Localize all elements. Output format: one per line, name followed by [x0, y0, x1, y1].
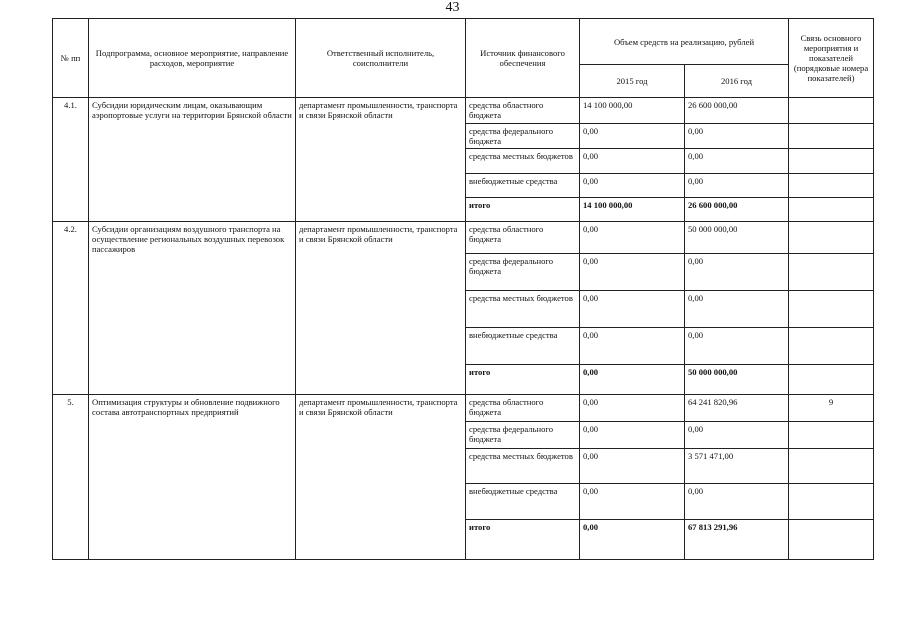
amount-2015: 0,00: [580, 222, 685, 254]
funding-source: средства федерального бюджета: [466, 124, 580, 149]
funding-source: средства областного бюджета: [466, 395, 580, 422]
item-number: 5.: [53, 395, 89, 560]
amount-2015: 0,00: [580, 422, 685, 449]
header-source: Источник финансового обеспечения: [466, 19, 580, 98]
funding-source: внебюджетные средства: [466, 328, 580, 365]
indicator-link-empty: [789, 149, 874, 174]
item-executor: департамент промышленности, транспорта и связи Брянской области: [296, 222, 466, 395]
indicator-link: [789, 98, 874, 124]
amount-2016: 0,00: [685, 254, 789, 291]
header-link: Связь основного мероприятия и показателей (порядковые номера показателей): [789, 19, 874, 98]
amount-2016: 0,00: [685, 149, 789, 174]
funding-table: [52, 18, 874, 560]
amount-2015: 0,00: [580, 449, 685, 484]
indicator-link-empty: [789, 254, 874, 291]
indicator-link: [789, 222, 874, 254]
item-number: 4.1.: [53, 98, 89, 222]
item-program: Оптимизация структуры и обновление подвижного состава автотранспортных предприятий: [89, 395, 296, 560]
indicator-link-empty: [789, 449, 874, 484]
amount-2015: 0,00: [580, 520, 685, 560]
amount-2015: 0,00: [580, 149, 685, 174]
indicator-link-empty: [789, 174, 874, 198]
amount-2015: 14 100 000,00: [580, 98, 685, 124]
amount-2015: 0,00: [580, 291, 685, 328]
amount-2016: 0,00: [685, 124, 789, 149]
funding-source: средства федерального бюджета: [466, 254, 580, 291]
amount-2016: 26 600 000,00: [685, 198, 789, 222]
amount-2016: 0,00: [685, 422, 789, 449]
item-executor: департамент промышленности, транспорта и связи Брянской области: [296, 395, 466, 560]
amount-2015: 0,00: [580, 365, 685, 395]
amount-2016: 26 600 000,00: [685, 98, 789, 124]
header-year-2015: 2015 год: [580, 65, 685, 98]
amount-2016: 50 000 000,00: [685, 222, 789, 254]
funding-source: внебюджетные средства: [466, 484, 580, 520]
header-num: № пп: [53, 19, 89, 98]
header-year-2016: 2016 год: [685, 65, 789, 98]
funding-source: средства местных бюджетов: [466, 449, 580, 484]
indicator-link-empty: [789, 422, 874, 449]
funding-source: итого: [466, 198, 580, 222]
indicator-link-empty: [789, 365, 874, 395]
funding-source: средства областного бюджета: [466, 98, 580, 124]
funding-source: итого: [466, 365, 580, 395]
funding-source: средства местных бюджетов: [466, 149, 580, 174]
amount-2015: 0,00: [580, 328, 685, 365]
header-executor: Ответственный исполнитель, соисполнители: [296, 19, 466, 98]
header-program: Подпрограмма, основное мероприятие, направление расходов, мероприятие: [89, 19, 296, 98]
table-row: [53, 395, 874, 422]
amount-2016: 0,00: [685, 484, 789, 520]
amount-2016: 50 000 000,00: [685, 365, 789, 395]
amount-2016: 64 241 820,96: [685, 395, 789, 422]
amount-2015: 0,00: [580, 124, 685, 149]
item-program: Субсидии организациям воздушного транспорта на осуществление региональных воздушных перевозок пассажиров: [89, 222, 296, 395]
header-volume: Объем средств на реализацию, рублей: [580, 19, 789, 65]
amount-2016: 0,00: [685, 174, 789, 198]
table-body: [53, 98, 874, 560]
amount-2016: 3 571 471,00: [685, 449, 789, 484]
indicator-link-empty: [789, 484, 874, 520]
funding-source: средства федерального бюджета: [466, 422, 580, 449]
item-executor: департамент промышленности, транспорта и связи Брянской области: [296, 98, 466, 222]
amount-2015: 0,00: [580, 254, 685, 291]
table-row: [53, 98, 874, 124]
indicator-link: 9: [789, 395, 874, 422]
indicator-link-empty: [789, 198, 874, 222]
item-number: 4.2.: [53, 222, 89, 395]
funding-source: средства областного бюджета: [466, 222, 580, 254]
indicator-link-empty: [789, 124, 874, 149]
item-program: Субсидии юридическим лицам, оказывающим аэропортовые услуги на территории Брянской области: [89, 98, 296, 222]
amount-2016: 0,00: [685, 328, 789, 365]
page-number: 43: [445, 0, 460, 15]
amount-2015: 0,00: [580, 174, 685, 198]
amount-2015: 0,00: [580, 484, 685, 520]
amount-2015: 0,00: [580, 395, 685, 422]
indicator-link-empty: [789, 328, 874, 365]
indicator-link-empty: [789, 520, 874, 560]
funding-source: внебюджетные средства: [466, 174, 580, 198]
funding-source: итого: [466, 520, 580, 560]
table-row: [53, 222, 874, 254]
amount-2015: 14 100 000,00: [580, 198, 685, 222]
indicator-link-empty: [789, 291, 874, 328]
amount-2016: 67 813 291,96: [685, 520, 789, 560]
funding-source: средства местных бюджетов: [466, 291, 580, 328]
amount-2016: 0,00: [685, 291, 789, 328]
